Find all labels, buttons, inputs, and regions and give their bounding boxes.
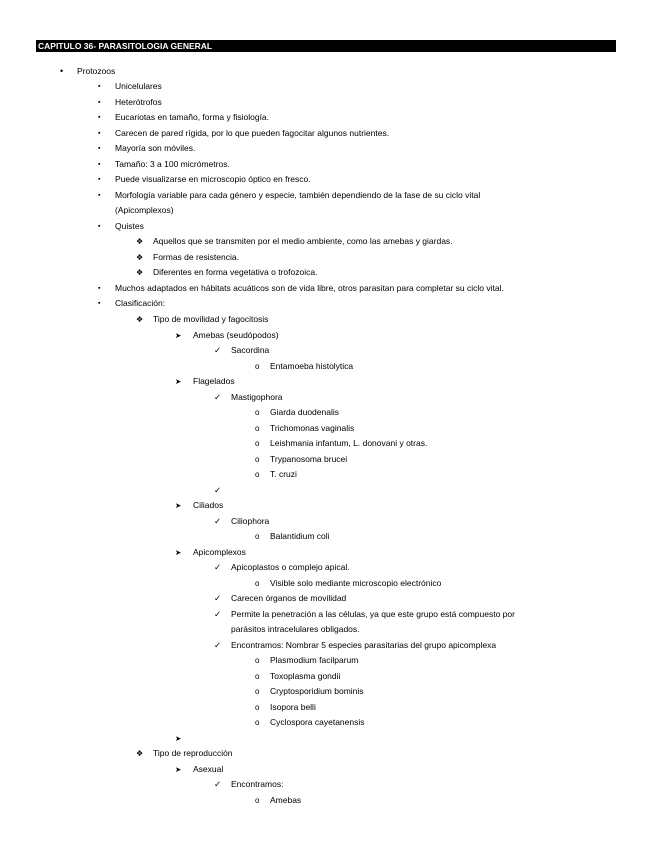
outline-line: Tipo de reproducción (153, 748, 233, 758)
outline-line: Carecen órganos de movilidad (231, 593, 347, 603)
outline-line: Entamoeba histolytica (270, 361, 354, 371)
bullet-check-icon: ✓ (214, 562, 222, 572)
outline-line: Ciliados (193, 500, 224, 510)
outline-line: parásitos intracelulares obligados. (231, 624, 360, 634)
outline-line: Protozoos (77, 66, 116, 76)
bullet-circle-icon: o (255, 672, 260, 681)
outline-line: Amebas (seudópodos) (193, 330, 279, 340)
bullet-arrow-icon: ➤ (175, 548, 182, 557)
bullet-check-icon: ✓ (214, 640, 222, 650)
outline-line: Tamaño: 3 a 100 micrómetros. (115, 159, 230, 169)
outline-line: Ciliophora (231, 516, 270, 526)
bullet-circle-icon: o (255, 408, 260, 417)
bullet-check-icon: ✓ (214, 609, 222, 619)
bullet-square-icon: ▪ (98, 161, 101, 168)
outline-line: Flagelados (193, 376, 235, 386)
bullet-circle-icon: o (255, 532, 260, 541)
outline-line: Trichomonas vaginalis (270, 423, 355, 433)
outline-line: Encontramos: Nombrar 5 especies parasitarias del grupo apicomplexa (231, 640, 497, 650)
outline-line: Toxoplasma gondii (270, 671, 341, 681)
bullet-square-icon: ▪ (98, 114, 101, 121)
outline-line: Encontramos: (231, 779, 284, 789)
chapter-title: CAPITULO 36- PARASITOLOGIA GENERAL (38, 41, 213, 51)
bullet-square-icon: ▪ (98, 99, 101, 106)
outline-line: Muchos adaptados en hábitats acuáticos son de vida libre, otros parasitan para completar su ciclo vital. (115, 283, 504, 293)
bullet-square-icon: ▪ (98, 145, 101, 152)
outline-line: Asexual (193, 764, 224, 774)
outline-line: Amebas (270, 795, 302, 805)
bullet-arrow-icon: ➤ (175, 501, 182, 510)
bullet-square-icon: ▪ (98, 130, 101, 137)
bullet-square-icon: ▪ (98, 300, 101, 307)
bullet-circle-icon: o (255, 718, 260, 727)
bullet-circle-icon: o (255, 455, 260, 464)
outline-line: Mayoría son móviles. (115, 143, 196, 153)
outline-line: Cryptosporidium bominis (270, 686, 364, 696)
bullet-check-icon: ✓ (214, 392, 222, 402)
bullet-check-icon: ✓ (214, 779, 222, 789)
outline-line: Apicomplexos (193, 547, 246, 557)
outline-line: Unicelulares (115, 81, 162, 91)
bullet-square-icon: ▪ (98, 223, 101, 230)
bullet-diamond-icon: ❖ (136, 749, 144, 758)
bullet-arrow-icon: ➤ (175, 765, 182, 774)
outline-line: Aquellos que se transmiten por el medio ambiente, como las amebas y giardas. (153, 236, 453, 246)
bullet-circle-icon: o (255, 439, 260, 448)
bullet-check-icon: ✓ (214, 593, 222, 603)
outline-line: Morfología variable para cada género y especie, también dependiendo de la fase de su ciclo vital (115, 190, 481, 200)
bullet-check-icon: ✓ (214, 516, 222, 526)
bullet-diamond-icon: ❖ (136, 237, 144, 246)
bullet-check-icon: ✓ (214, 345, 222, 355)
outline-line: Apicoplastos o complejo apical. (231, 562, 350, 572)
bullet-diamond-icon: ❖ (136, 253, 144, 262)
bullet-arrow-icon: ➤ (175, 331, 182, 340)
bullet-check-icon: ✓ (214, 485, 222, 495)
outline-line: Sacordina (231, 345, 270, 355)
outline-line: Leishmania infantum, L. donovani y otras. (270, 438, 428, 448)
bullet-dot-icon: • (60, 66, 64, 76)
bullet-circle-icon: o (255, 424, 260, 433)
bullet-square-icon: ▪ (98, 192, 101, 199)
bullet-circle-icon: o (255, 579, 260, 588)
outline-line: Puede visualizarse en microscopio óptico en fresco. (115, 174, 311, 184)
bullet-circle-icon: o (255, 687, 260, 696)
bullet-square-icon: ▪ (98, 285, 101, 292)
outline-line: Quistes (115, 221, 144, 231)
bullet-square-icon: ▪ (98, 176, 101, 183)
outline-line: Permite la penetración a las células, ya que este grupo está compuesto por (231, 609, 515, 619)
outline-line: Visible solo mediante microscopio electrónico (270, 578, 442, 588)
outline-line: Cyclospora cayetanensis (270, 717, 365, 727)
outline-line: Diferentes en forma vegetativa o trofozoica. (153, 267, 318, 277)
bullet-circle-icon: o (255, 656, 260, 665)
outline-line: Carecen de pared rígida, por lo que pueden fagocitar algunos nutrientes. (115, 128, 390, 138)
bullet-diamond-icon: ❖ (136, 268, 144, 277)
outline-line: Heterótrofos (115, 97, 162, 107)
outline-line: Mastigophora (231, 392, 283, 402)
outline-line: T. cruzi (270, 469, 297, 479)
outline-line: Eucariotas en tamaño, forma y fisiología. (115, 112, 270, 122)
bullet-arrow-icon: ➤ (175, 377, 182, 386)
outline-line: (Apicomplexos) (115, 205, 174, 215)
bullet-square-icon: ▪ (98, 83, 101, 90)
outline-line: Tipo de movilidad y fagocitosis (153, 314, 269, 324)
outline-line: Isopora belli (270, 702, 316, 712)
outline-line: Formas de resistencia. (153, 252, 239, 262)
outline-line: Giarda duodenalis (270, 407, 339, 417)
bullet-arrow-icon: ➤ (175, 734, 182, 743)
bullet-circle-icon: o (255, 703, 260, 712)
bullet-circle-icon: o (255, 362, 260, 371)
outline-line: Clasificación: (115, 298, 166, 308)
outline-line: Trypanosoma brucei (270, 454, 348, 464)
bullet-circle-icon: o (255, 470, 260, 479)
bullet-circle-icon: o (255, 796, 260, 805)
outline-line: Plasmodium facilparum (270, 655, 359, 665)
bullet-diamond-icon: ❖ (136, 315, 144, 324)
outline-line: Balantidium coli (270, 531, 330, 541)
